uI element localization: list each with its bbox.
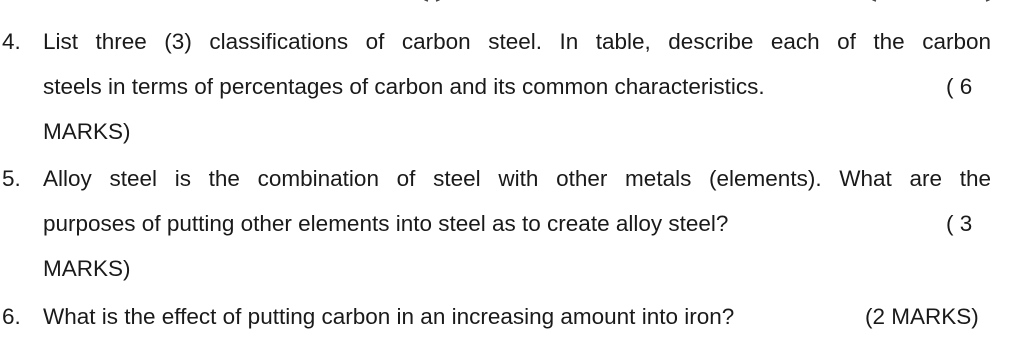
question-text-line: What is the effect of putting carbon in an increasing amount into iron? [43,304,735,329]
question-number: 5. [2,166,21,191]
marks-label: (2 MARKS) [865,304,979,329]
marks-label: ( 3 [946,211,973,236]
marks-label: ( 6 [946,74,973,99]
question-text-line: steels in terms of percentages of carbon and its common characteristics. [43,74,765,99]
marks-label-continued: MARKS) [43,119,131,144]
question-text-line: List three (3) classifications of carbon steel. In table, describe each of the carbon [43,29,991,54]
question-number: 6. [2,304,21,329]
cropped-previous-line [0,0,1034,2]
question-text-line: purposes of putting other elements into steel as to create alloy steel? [43,211,729,236]
marks-label-continued: MARKS) [43,256,131,281]
question-number: 4. [2,29,21,54]
question-text-line: Alloy steel is the combination of steel with other metals (elements). What are the [43,166,991,191]
